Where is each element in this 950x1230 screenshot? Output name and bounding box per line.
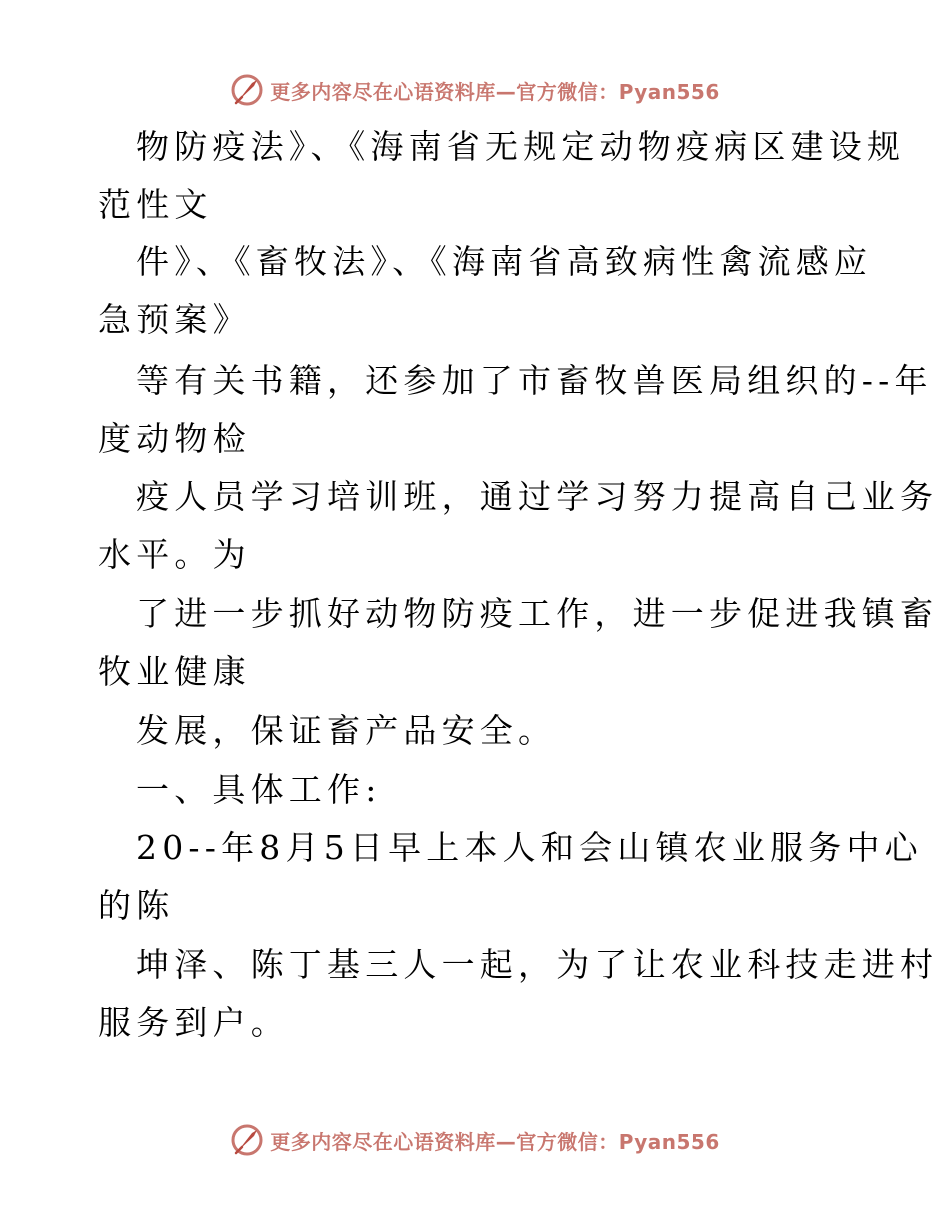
text-line: 急预案》 xyxy=(98,300,251,339)
footer-banner-text: 更多内容尽在心语资料库—官方微信：Pyan556 xyxy=(270,1129,720,1154)
quill-logo-icon xyxy=(230,1123,264,1157)
text-line: 等有关书籍，还参加了市畜牧兽医局组织的--年 xyxy=(136,361,933,400)
text-line: 疫人员学习培训班，通过学习努力提高自己业务 xyxy=(136,477,939,516)
text-line: 了进一步抓好动物防疫工作，进一步促进我镇畜 xyxy=(136,594,939,633)
text-line: 物防疫法》、《海南省无规定动物疫病区建设规 xyxy=(136,127,906,166)
header-banner-content xyxy=(230,73,720,107)
text-line: 20--年8月5日早上本人和会山镇农业服务中心 xyxy=(136,828,923,867)
text-line: 度动物检 xyxy=(98,419,251,458)
text-line: 坤泽、陈丁基三人一起，为了让农业科技走进村 xyxy=(136,945,939,984)
header-banner-text: 更多内容尽在心语资料库—官方微信：Pyan556 xyxy=(270,79,720,104)
text-line: 服务到户。 xyxy=(98,1003,289,1042)
text-line: 范性文 xyxy=(98,185,213,224)
text-line: 一、具体工作: xyxy=(136,770,382,809)
header-banner xyxy=(0,70,950,110)
quill-logo-icon xyxy=(230,73,264,107)
text-line: 的陈 xyxy=(98,886,175,925)
text-line: 牧业健康 xyxy=(98,652,251,691)
footer-banner xyxy=(0,1120,950,1160)
text-line: 水平。为 xyxy=(98,535,251,574)
text-line: 件》、《畜牧法》、《海南省高致病性禽流感应 xyxy=(136,242,873,281)
text-line: 发展，保证畜产品安全。 xyxy=(136,711,557,750)
footer-banner-content xyxy=(230,1123,720,1157)
